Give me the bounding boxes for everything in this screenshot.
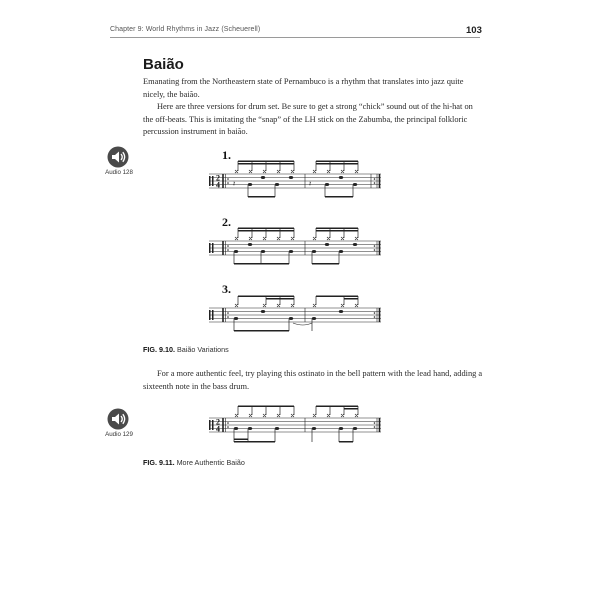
page-number: 103: [466, 25, 482, 36]
drum-notation-authentic-baiao: [205, 402, 385, 447]
audio-label: Audio 128: [105, 169, 133, 176]
intro-paragraph: Emanating from the Northeastern state of Pernambuco is a rhythm that translates into jazz quite nicely, the baião.: [143, 77, 464, 99]
example-number-3: 3.: [222, 282, 231, 296]
audio-link-129[interactable]: [101, 408, 137, 438]
svg-text:𝄽: 𝄽: [309, 180, 312, 188]
figure-title: More Authentic Baião: [176, 458, 245, 467]
time-signature-top: 2: [216, 417, 220, 427]
speaker-icon: [107, 146, 129, 168]
authentic-feel-paragraph: For a more authentic feel, try playing this ostinato in the bell pattern with the lead hand, adding a sixteenth note in the bass drum.: [143, 369, 483, 391]
audio-link-128[interactable]: [101, 146, 137, 176]
header-rule: [110, 37, 480, 38]
speaker-icon: [107, 408, 129, 430]
time-signature-bottom: 4: [216, 424, 220, 434]
example-number-1: 1.: [222, 148, 231, 162]
audio-label: Audio 129: [105, 431, 133, 438]
figure-label: FIG. 9.10.: [143, 345, 175, 354]
drum-notation-example-3: [205, 292, 385, 337]
time-signature-top: 2: [216, 173, 220, 183]
drum-notation-example-1: [205, 158, 385, 203]
section-title: Baião: [143, 56, 184, 73]
time-signature-bottom: 4: [216, 180, 220, 190]
figure-label: FIG. 9.11.: [143, 458, 175, 467]
drum-notation-example-2: [205, 225, 385, 270]
figure-caption-9-11: [143, 458, 245, 467]
figure-title: Baião Variations: [176, 345, 229, 354]
svg-text:𝄽: 𝄽: [233, 180, 236, 188]
running-head: Chapter 9: World Rhythms in Jazz (Scheuerell): [110, 26, 261, 33]
example-number-2: 2.: [222, 215, 231, 229]
figure-caption-9-10: [143, 345, 229, 354]
instruction-paragraph: Here are three versions for drum set. Be sure to get a strong “chick” sound out of the hi-hat on the off-beats. This is imitating the “snap” of the LH stick on the Zabumba, the principal folkloric percussion instrument in baião.: [143, 102, 473, 136]
